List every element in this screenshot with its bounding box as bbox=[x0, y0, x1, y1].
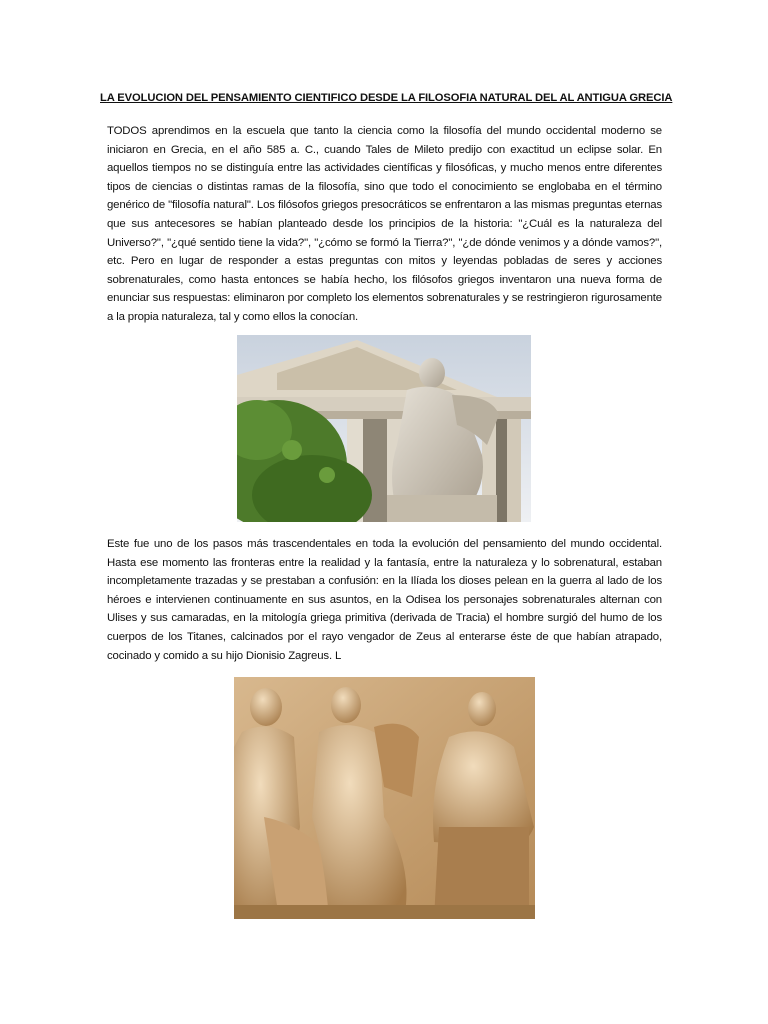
socrates-statue-illustration bbox=[237, 335, 531, 522]
paragraph-evolution: Este fue uno de los pasos más trascendentales en toda la evolución del pensamiento del mundo occidental. Hasta ese momento las fronteras entre la realidad y la fantasía, entre la naturaleza y lo sobrenatural, estaban incompletamente trazadas y se prestaban a confusión: en la Ilíada los dioses pelean en la guerra al lado de los héroes e intervienen continuamente en sus asuntos, en la Odisea los personajes sobrenaturales alternan con Ulises y sus camaradas, en la mitología griega primitiva (derivada de Tracia) el hombre surgió del humo de los cuerpos de los Titanes, calcinados por el rayo vengador de Zeus al enterarse éste de que habían atrapado, cocinado y comido a su hijo Dionisio Zagreus. L bbox=[107, 538, 662, 662]
parthenon-frieze-image bbox=[234, 677, 535, 919]
paragraph-intro: TODOS aprendimos en la escuela que tanto la ciencia como la filosofía del mundo occidental moderno se iniciaron en Grecia, en el año 585 a. C., cuando Tales de Mileto predijo con exactitud un eclipse solar. En aquellos tiempos no se distinguía entre las actividades científicas y filosóficas, y mucho menos entre diferentes tipos de ciencias o distintas ramas de la filosofía, sino que todo el conocimiento se englobaba en el término genérico de "filosofía natural". Los filósofos griegos presocráticos se enfrentaron a las mismas preguntas eternas que sus antecesores se habían planteado desde los principios de la historia: "¿Cuál es la naturaleza del Universo?", "¿qué sentido tiene la vida?", "¿cómo se formó la Tierra?", "¿de dónde venimos y a dónde vamos?", etc. Pero en lugar de responder a estas preguntas con mitos y leyendas pobladas de seres y acciones sobrenaturales, como hasta entonces se había hecho, los filósofos griegos inventaron una nueva forma de enunciar sus respuestas: eliminaron por completo los elementos sobrenaturales y se restringieron rigurosamente a la propia naturaleza, tal y como ellos la conocían. bbox=[107, 125, 662, 323]
parthenon-frieze-illustration bbox=[234, 677, 535, 919]
document-title: LA EVOLUCION DEL PENSAMIENTO CIENTIFICO DESDE LA FILOSOFIA NATURAL DEL AL ANTIGUA GRECIA bbox=[100, 92, 673, 104]
socrates-statue-image bbox=[237, 335, 531, 522]
